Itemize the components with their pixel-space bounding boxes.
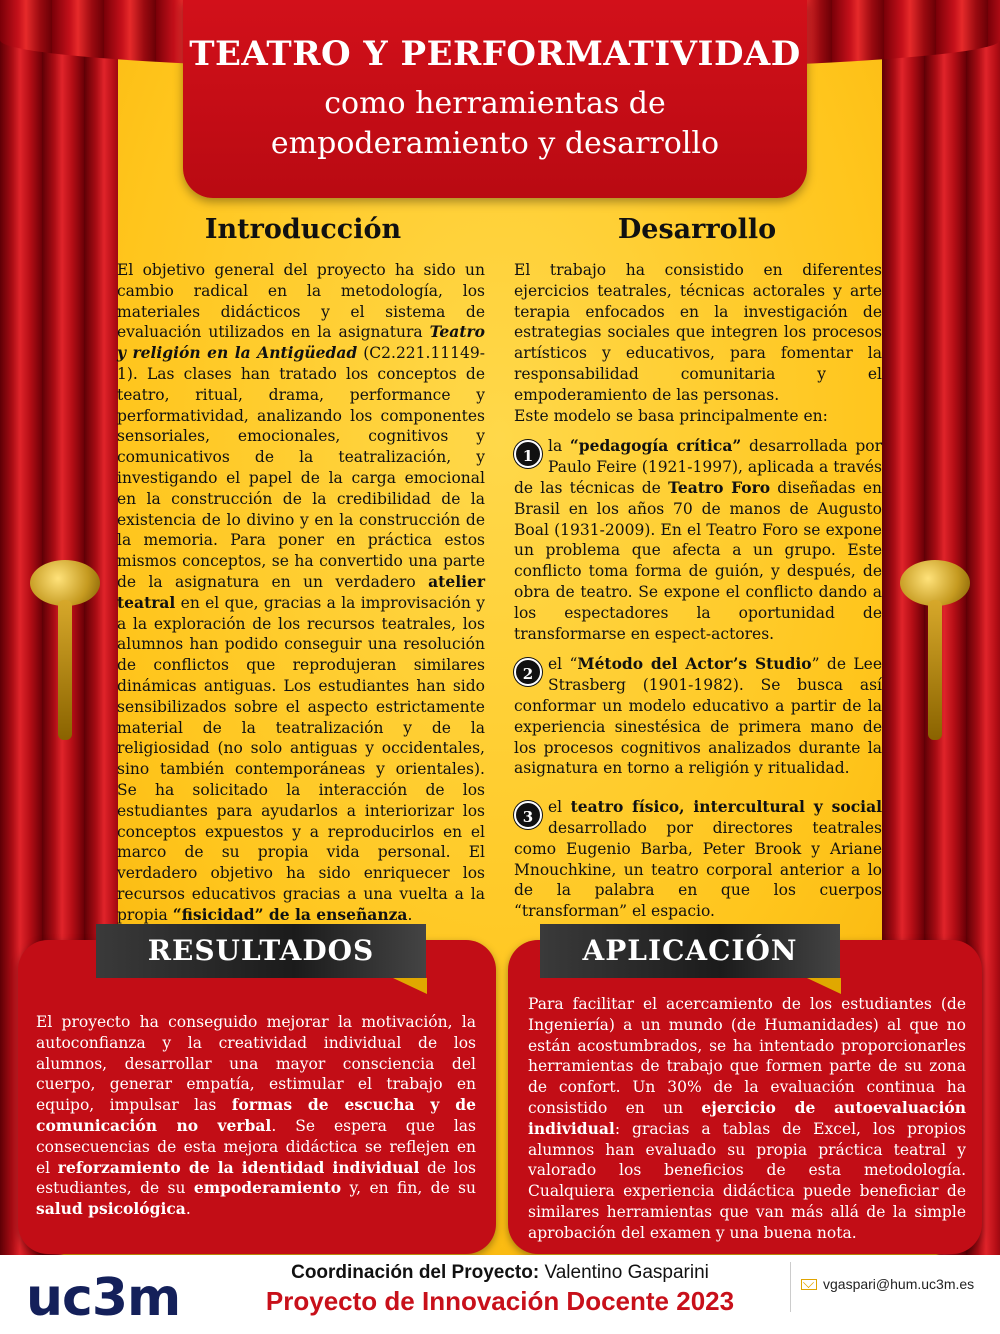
item-highlight: Método del Actor’s Studio (577, 654, 812, 674)
desarrollo-paragraph: El trabajo ha consistido en diferentes ejercicios teatrales, técnicas actorales y arte terapia enfocados en la investigación de estrategias sociales que integren los procesos artísticos y educativos, para fomentar la responsabilidad comunitaria y el empoderamiento de las personas. (514, 261, 882, 404)
resultados-part: El proyecto ha conseguido mejorar la motivación, la autoconfianza y la creatividad individual de los alumnos, desarrollar una mayor consciencia del cuerpo, generar empatía, estimular el trabajo en equipo, impulsar las (36, 1013, 476, 1115)
item-highlight: “pedagogía crítica” (569, 436, 742, 456)
resultados-part: y, en fin, de su (341, 1179, 476, 1198)
list-item (514, 654, 882, 779)
course-name: Teatro y religión en la Antigüedad (117, 322, 485, 363)
subtitle-line-2: empoderamiento y desarrollo (270, 126, 720, 161)
subtitle-line-1: como herramientas de (324, 86, 666, 121)
poster-subtitle (183, 84, 807, 164)
atelier-highlight: atelier teatral (117, 571, 485, 612)
intro-text-part: (C2.221.11149-1). Las clases han tratado los conceptos de teatro, ritual, drama, performance y performatividad, analizando los componentes sensoriales, emocionales, cognitivos y comunicativos de la teatralización, y investigando el papel de la carga emocional en la construcción de la credibilidad de la existencia de lo divino y en la construcción de la memoria. Para poner en práctica estos mismos conceptos, se ha convertido una parte de la asignatura en un verdadero (117, 344, 485, 591)
aplicacion-part: : gracias a tablas de Excel, los propios alumnos han evaluado su propia práctica teatral y valorado los beneficios de esta metodología. Cualquiera experiencia didáctica puede beneficiar de similares herramientas que van más allá de la simple aprobación del examen y una buena nota. (528, 1119, 966, 1242)
list-item (514, 436, 882, 644)
item-text: desarrollada por Paulo Feire (1921-1997), aplicada a través de las técnicas de (514, 437, 882, 497)
desarrollo-text (514, 260, 882, 922)
aplicacion-highlight: ejercicio de autoevaluación individual (528, 1097, 966, 1138)
item-text: ” de Lee Strasberg (1901-1982). Se busca así conformar un modelo educativo a partir de la experiencia sinestésica de primera mano de los procesos cognitivos analizados durante la asignatura en torno a religión y ritualidad. (514, 655, 882, 778)
resultados-banner: RESULTADOS (96, 924, 426, 978)
list-item (514, 797, 882, 922)
title-box (183, 0, 807, 198)
aplicacion-banner: APLICACIÓN (540, 924, 840, 978)
resultados-part: de los estudiantes, de su (36, 1158, 476, 1198)
desarrollo-heading: Desarrollo (617, 214, 777, 245)
intro-text-part: en el que, gracias a la improvisación y a la exploración de los recursos teatrales, los alumnos han podido conseguir una resolución de conflictos que reprodujeran similares dinámicas antiguas. Los estudiantes han sido sensibilizados sobre el aspecto estrictamente material de la teatralización y de la religiosidad (no solo antiguas y occidentales, sino también contemporáneas y orientales). Se ha solicitado la interacción de los estudiantes para ayudarlos a interiorizar los conceptos expuestos y a reproducirlos en el marco de su propia vida personal. El verdadero objetivo ha sido enriquecer los recursos educativos gracias a una vuelta a la propia (117, 593, 485, 924)
email-contact (790, 1262, 990, 1312)
fisicidad-highlight: “fisicidad” de la enseñanza (172, 904, 408, 924)
aplicacion-text (528, 994, 966, 1244)
number-badge-icon: 1 (514, 440, 542, 468)
resultados-highlight: empoderamiento (193, 1178, 342, 1198)
number-badge-icon: 2 (514, 658, 542, 686)
intro-text (117, 260, 485, 926)
envelope-icon (801, 1279, 817, 1290)
number-badge-icon: 3 (514, 801, 542, 829)
item-text: el (548, 798, 571, 817)
resultados-text (36, 1012, 476, 1220)
project-name: Proyecto de Innovación Docente 2023 (265, 1286, 735, 1316)
item-text: la (548, 437, 570, 456)
right-tassel-icon (928, 600, 942, 740)
resultados-highlight: formas de escucha y de comunicación no verbal (36, 1095, 476, 1135)
resultados-part: . (185, 1200, 191, 1219)
item-highlight: teatro físico, intercultural y social (570, 797, 883, 817)
resultados-highlight: salud psicológica (36, 1199, 186, 1219)
desarrollo-lead: Este modelo se basa principalmente en: (514, 406, 828, 425)
intro-text-part: El objetivo general del proyecto ha sido un cambio radical en la metodología, los materiales didácticos y el sistema de evaluación utilizados en la asignatura (117, 261, 485, 342)
intro-heading: Introducción (204, 214, 402, 245)
intro-text-part: . (407, 905, 413, 924)
uc3m-logo: uc3m (26, 1268, 181, 1328)
item-text: desarrollado por directores teatrales como Eugenio Barba, Peter Brook y Ariane Mnouchkine, un teatro corporal anterior a lo de la palabra en que los cuerpos “transforman” el espacio. (514, 818, 882, 921)
coordination-line (200, 1262, 800, 1284)
poster-title: TEATRO Y PERFORMATIVIDAD (189, 34, 801, 74)
email-link[interactable]: vgaspari@hum.uc3m.es (823, 1276, 975, 1292)
item-text: diseñadas en Brasil en los años 70 de manos de Augusto Boal (1931-2009). En el Teatro Foro se expone un problema que afecta a un grupo. Este conflicto toma forma de guión, y después, de obra de teatro. Se expone el conflicto dando a los espectadores la oportunidad de transformarse en espect-actores. (514, 478, 882, 643)
item-highlight: Teatro Foro (668, 477, 771, 497)
coordination-label: Coordinación del Proyecto: (291, 1262, 540, 1283)
aplicacion-part: Para facilitar el acercamiento de los estudiantes (de Ingeniería) a un mundo (de Humanidades) al que no están acostumbrados, se ha intentado proporcionarles herramientas de trabajo que formen parte de su zona de confort. Un 30% de la evaluación continua ha consistido en un (528, 995, 966, 1117)
item-text: el “ (548, 655, 578, 674)
left-tassel-icon (58, 600, 72, 740)
resultados-part: . Se espera que las consecuencias de esta mejora didáctica se reflejen en el (36, 1116, 476, 1177)
resultados-highlight: reforzamiento de la identidad individual (57, 1157, 420, 1177)
coordinator-name: Valentino Gasparini (539, 1262, 709, 1283)
